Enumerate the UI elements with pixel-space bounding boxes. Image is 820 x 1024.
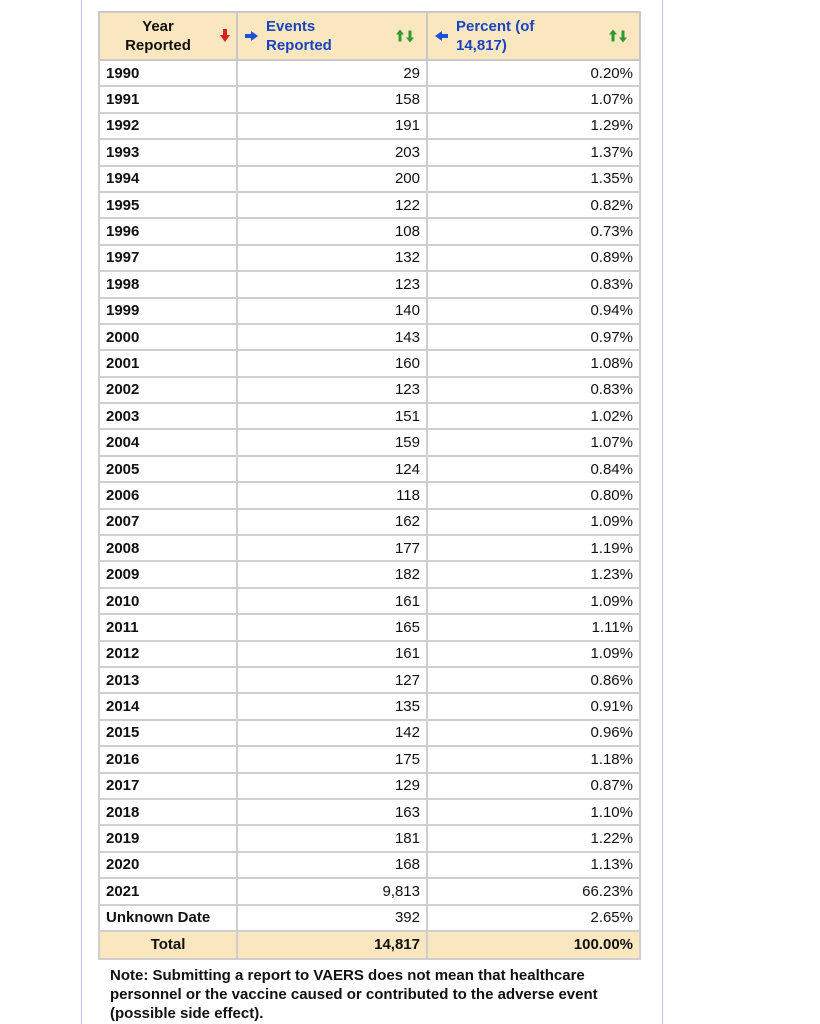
year-cell: 2017 <box>99 773 237 799</box>
table-body <box>99 60 640 931</box>
events-cell: 162 <box>237 509 427 535</box>
year-cell: 2006 <box>99 482 237 508</box>
year-cell: 1990 <box>99 60 237 86</box>
year-cell: 1992 <box>99 113 237 139</box>
events-cell: 124 <box>237 456 427 482</box>
percent-cell: 0.73% <box>427 218 640 244</box>
year-cell: 1996 <box>99 218 237 244</box>
sort-updown-icon[interactable] <box>396 30 414 43</box>
percent-cell: 1.08% <box>427 350 640 376</box>
percent-header-line2: 14,817) <box>456 37 507 54</box>
sort-descending-icon[interactable] <box>220 29 230 43</box>
percent-cell: 1.02% <box>427 403 640 429</box>
percent-cell: 1.19% <box>427 535 640 561</box>
percent-cell: 2.65% <box>427 905 640 931</box>
events-header-line1: Events <box>266 18 316 35</box>
percent-cell: 1.11% <box>427 614 640 640</box>
year-cell: 2012 <box>99 641 237 667</box>
year-cell: 2021 <box>99 878 237 904</box>
events-cell: 163 <box>237 799 427 825</box>
events-cell: 108 <box>237 218 427 244</box>
percent-cell: 1.35% <box>427 166 640 192</box>
events-cell: 392 <box>237 905 427 931</box>
events-cell: 123 <box>237 271 427 297</box>
percent-cell: 1.37% <box>427 139 640 165</box>
year-header-line2: Reported <box>125 37 191 54</box>
events-cell: 191 <box>237 113 427 139</box>
column-header-events-reported[interactable] <box>237 12 427 60</box>
year-cell: 1997 <box>99 245 237 271</box>
events-cell: 203 <box>237 139 427 165</box>
table-row <box>99 403 640 429</box>
percent-cell: 1.29% <box>427 113 640 139</box>
year-cell: 2007 <box>99 509 237 535</box>
events-cell: 168 <box>237 852 427 878</box>
total-label: Total <box>99 931 237 959</box>
year-cell: 2019 <box>99 825 237 851</box>
arrow-left-icon[interactable] <box>435 31 448 41</box>
table-row <box>99 509 640 535</box>
percent-cell: 0.94% <box>427 298 640 324</box>
table-row <box>99 693 640 719</box>
year-cell: 1994 <box>99 166 237 192</box>
events-cell: 29 <box>237 60 427 86</box>
table-row <box>99 746 640 772</box>
table-row <box>99 218 640 244</box>
events-cell: 127 <box>237 667 427 693</box>
percent-cell: 1.09% <box>427 588 640 614</box>
table-row <box>99 166 640 192</box>
year-cell: 2001 <box>99 350 237 376</box>
events-cell: 200 <box>237 166 427 192</box>
year-cell: 1998 <box>99 271 237 297</box>
table-row <box>99 878 640 904</box>
table-row <box>99 905 640 931</box>
disclaimer-note: Note: Submitting a report to VAERS does not mean that healthcare personnel or the vaccine caused or contributed to the adverse event (possible side effect). <box>110 967 598 1022</box>
year-cell: 2013 <box>99 667 237 693</box>
table-row <box>99 86 640 112</box>
year-cell: 2015 <box>99 720 237 746</box>
events-cell: 123 <box>237 377 427 403</box>
events-cell: 143 <box>237 324 427 350</box>
table-row <box>99 245 640 271</box>
events-cell: 158 <box>237 86 427 112</box>
year-cell: 1995 <box>99 192 237 218</box>
year-cell: 1993 <box>99 139 237 165</box>
vaers-events-table <box>98 11 641 960</box>
year-cell: 2002 <box>99 377 237 403</box>
table-row <box>99 139 640 165</box>
year-cell: 1991 <box>99 86 237 112</box>
table-row <box>99 799 640 825</box>
table-row <box>99 614 640 640</box>
percent-cell: 1.10% <box>427 799 640 825</box>
arrow-right-icon[interactable] <box>245 31 258 41</box>
events-cell: 118 <box>237 482 427 508</box>
percent-cell: 0.87% <box>427 773 640 799</box>
percent-cell: 1.09% <box>427 509 640 535</box>
percent-cell: 1.09% <box>427 641 640 667</box>
table-row <box>99 852 640 878</box>
year-cell: 2004 <box>99 429 237 455</box>
total-percent: 100.00% <box>427 931 640 959</box>
events-cell: 135 <box>237 693 427 719</box>
total-row <box>99 931 640 959</box>
table-row <box>99 429 640 455</box>
events-cell: 151 <box>237 403 427 429</box>
year-cell: 2005 <box>99 456 237 482</box>
percent-cell: 1.18% <box>427 746 640 772</box>
percent-cell: 0.97% <box>427 324 640 350</box>
events-cell: 175 <box>237 746 427 772</box>
events-cell: 132 <box>237 245 427 271</box>
total-events: 14,817 <box>237 931 427 959</box>
events-cell: 160 <box>237 350 427 376</box>
year-cell: 2010 <box>99 588 237 614</box>
events-cell: 129 <box>237 773 427 799</box>
percent-cell: 0.86% <box>427 667 640 693</box>
year-header-line1: Year <box>142 18 174 35</box>
year-cell: 2016 <box>99 746 237 772</box>
events-cell: 161 <box>237 588 427 614</box>
table-row <box>99 482 640 508</box>
table-row <box>99 720 640 746</box>
percent-cell: 0.89% <box>427 245 640 271</box>
table-row <box>99 324 640 350</box>
year-cell: 1999 <box>99 298 237 324</box>
table-row <box>99 271 640 297</box>
year-cell: 2008 <box>99 535 237 561</box>
events-cell: 182 <box>237 561 427 587</box>
events-cell: 165 <box>237 614 427 640</box>
table-row <box>99 298 640 324</box>
percent-cell: 0.20% <box>427 60 640 86</box>
events-cell: 181 <box>237 825 427 851</box>
year-cell: Unknown Date <box>99 905 237 931</box>
percent-cell: 0.82% <box>427 192 640 218</box>
year-cell: 2009 <box>99 561 237 587</box>
events-cell: 140 <box>237 298 427 324</box>
percent-cell: 0.83% <box>427 377 640 403</box>
table-header-row <box>99 12 640 60</box>
events-cell: 9,813 <box>237 878 427 904</box>
percent-cell: 0.80% <box>427 482 640 508</box>
percent-header-line1: Percent (of <box>456 18 535 35</box>
percent-cell: 1.13% <box>427 852 640 878</box>
table-row <box>99 561 640 587</box>
events-cell: 159 <box>237 429 427 455</box>
table-row <box>99 535 640 561</box>
events-cell: 161 <box>237 641 427 667</box>
percent-cell: 0.91% <box>427 693 640 719</box>
events-cell: 142 <box>237 720 427 746</box>
year-cell: 2018 <box>99 799 237 825</box>
percent-cell: 0.96% <box>427 720 640 746</box>
table-row <box>99 350 640 376</box>
year-cell: 2020 <box>99 852 237 878</box>
table-row <box>99 825 640 851</box>
percent-cell: 66.23% <box>427 878 640 904</box>
table-row <box>99 377 640 403</box>
percent-cell: 1.07% <box>427 429 640 455</box>
events-cell: 122 <box>237 192 427 218</box>
table-row <box>99 113 640 139</box>
year-cell: 2003 <box>99 403 237 429</box>
events-header-line2: Reported <box>266 37 332 54</box>
column-header-year-reported[interactable] <box>99 12 237 60</box>
year-cell: 2014 <box>99 693 237 719</box>
table-row <box>99 456 640 482</box>
percent-cell: 1.22% <box>427 825 640 851</box>
percent-cell: 0.83% <box>427 271 640 297</box>
table-row <box>99 667 640 693</box>
year-cell: 2000 <box>99 324 237 350</box>
percent-cell: 0.84% <box>427 456 640 482</box>
table-row <box>99 641 640 667</box>
table-row <box>99 192 640 218</box>
column-header-percent[interactable] <box>427 12 640 60</box>
percent-cell: 1.07% <box>427 86 640 112</box>
sort-updown-icon[interactable] <box>609 30 627 43</box>
table-row <box>99 773 640 799</box>
events-cell: 177 <box>237 535 427 561</box>
table-row <box>99 60 640 86</box>
year-cell: 2011 <box>99 614 237 640</box>
table-row <box>99 588 640 614</box>
percent-cell: 1.23% <box>427 561 640 587</box>
